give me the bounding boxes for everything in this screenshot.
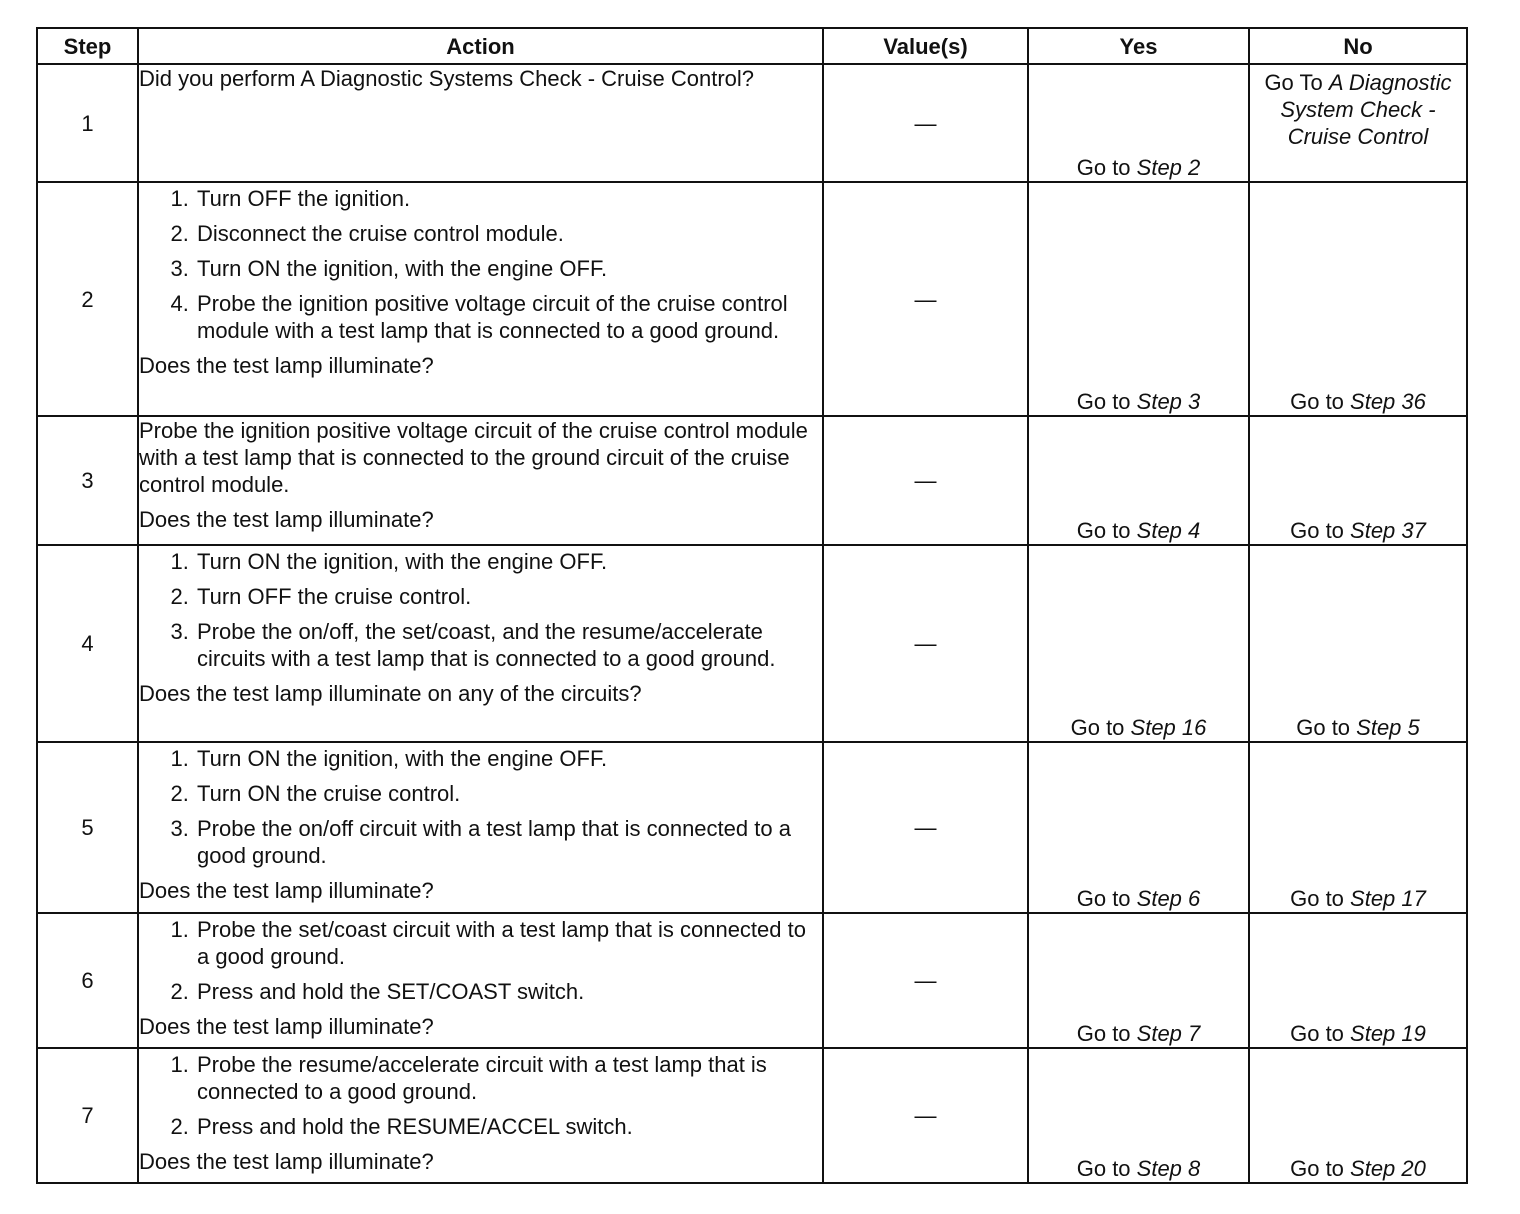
yes-cell [1028,913,1249,1048]
no-step-link: Step 19 [1350,1021,1426,1046]
step-number: 7 [37,1048,138,1183]
header-row [37,28,1467,64]
action-cell [138,1048,823,1183]
action-steps-list [139,916,822,1005]
step-number: 4 [37,545,138,742]
action-steps-list [139,745,822,869]
step-number: 6 [37,913,138,1048]
step-number: 2 [37,182,138,416]
no-cell [1249,1048,1467,1183]
yes-step-link: Step 3 [1136,389,1201,414]
action-cell [138,545,823,742]
action-step: 3. Probe the on/off circuit with a test lamp that is connected to a good ground. [195,815,822,869]
action-question: Does the test lamp illuminate? [139,1149,434,1174]
table-row [37,913,1467,1048]
yes-cell [1028,1048,1249,1183]
yes-step-link: Step 8 [1136,1156,1201,1181]
action-steps-list [139,185,822,344]
yes-prefix: Go to [1076,1021,1137,1046]
header-value: Value(s) [823,28,1028,64]
action-text: Probe the ignition positive voltage circuit of the cruise control module with a test lamp that is connected to the ground circuit of the cruise control module. [139,418,808,497]
action-steps-list [139,548,822,672]
header-step: Step [37,28,138,64]
action-question: Does the test lamp illuminate? [139,1014,434,1039]
yes-step-link: Step 4 [1136,518,1201,543]
value-cell: — [823,182,1028,416]
yes-step-link: Step 2 [1136,155,1201,180]
yes-step-link: Step 6 [1136,886,1201,911]
yes-cell [1028,182,1249,416]
no-cell [1249,416,1467,545]
table-row [37,742,1467,913]
yes-prefix: Go to [1076,155,1137,180]
action-text: Did you perform A Diagnostic Systems Check - Cruise Control? [139,66,755,91]
table-row [37,416,1467,545]
yes-prefix: Go to [1076,1156,1137,1181]
action-step: 1. Probe the resume/accelerate circuit with a test lamp that is connected to a good ground. [195,1051,822,1105]
action-question: Does the test lamp illuminate? [139,507,434,532]
action-step: 1. Turn ON the ignition, with the engine OFF. [195,745,822,772]
no-prefix: Go To [1264,70,1329,95]
action-step: 3. Probe the on/off, the set/coast, and the resume/accelerate circuits with a test lamp that is connected to a good ground. [195,618,822,672]
yes-cell [1028,416,1249,545]
no-step-link: A Diagnostic System Check - Cruise Control [1280,70,1452,149]
yes-cell [1028,742,1249,913]
action-step: 1. Turn OFF the ignition. [195,185,822,212]
no-cell [1249,64,1467,182]
action-step: 2. Disconnect the cruise control module. [195,220,822,247]
yes-prefix: Go to [1070,715,1131,740]
action-step: 2. Press and hold the SET/COAST switch. [195,978,822,1005]
action-step: 3. Turn ON the ignition, with the engine OFF. [195,255,822,282]
no-step-link: Step 36 [1350,389,1426,414]
no-prefix: Go to [1290,1156,1351,1181]
no-cell [1249,742,1467,913]
no-cell [1249,913,1467,1048]
action-step: 2. Turn ON the cruise control. [195,780,822,807]
action-step: 1. Turn ON the ignition, with the engine OFF. [195,548,822,575]
action-cell [138,416,823,545]
action-steps-list [139,1051,822,1140]
action-step: 4. Probe the ignition positive voltage circuit of the cruise control module with a test lamp that is connected to a good ground. [195,290,822,344]
value-cell: — [823,1048,1028,1183]
header-no: No [1249,28,1467,64]
action-cell [138,742,823,913]
header-yes: Yes [1028,28,1249,64]
no-cell [1249,545,1467,742]
action-cell [138,913,823,1048]
no-prefix: Go to [1296,715,1357,740]
value-cell: — [823,64,1028,182]
header-action: Action [138,28,823,64]
no-step-link: Step 17 [1350,886,1426,911]
no-step-link: Step 20 [1350,1156,1426,1181]
table-row [37,545,1467,742]
no-prefix: Go to [1290,518,1351,543]
no-prefix: Go to [1290,1021,1351,1046]
value-cell: — [823,742,1028,913]
yes-prefix: Go to [1076,518,1137,543]
table-row [37,182,1467,416]
action-cell [138,182,823,416]
table-row [37,1048,1467,1183]
table-row [37,64,1467,182]
yes-cell [1028,64,1249,182]
yes-prefix: Go to [1076,886,1137,911]
action-step: 2. Press and hold the RESUME/ACCEL switch. [195,1113,822,1140]
yes-prefix: Go to [1076,389,1137,414]
yes-step-link: Step 7 [1136,1021,1201,1046]
no-cell [1249,182,1467,416]
action-question: Does the test lamp illuminate? [139,878,434,903]
value-cell: — [823,545,1028,742]
yes-step-link: Step 16 [1130,715,1207,740]
no-step-link: Step 37 [1350,518,1426,543]
step-number: 1 [37,64,138,182]
no-step-link: Step 5 [1356,715,1420,740]
action-question: Does the test lamp illuminate? [139,353,434,378]
value-cell: — [823,416,1028,545]
yes-cell [1028,545,1249,742]
diagnostic-table [36,27,1468,1184]
no-prefix: Go to [1290,389,1351,414]
action-step: 2. Turn OFF the cruise control. [195,583,822,610]
action-question: Does the test lamp illuminate on any of the circuits? [139,681,642,706]
value-cell: — [823,913,1028,1048]
action-cell [138,64,823,182]
action-step: 1. Probe the set/coast circuit with a test lamp that is connected to a good ground. [195,916,822,970]
no-prefix: Go to [1290,886,1351,911]
step-number: 3 [37,416,138,545]
step-number: 5 [37,742,138,913]
